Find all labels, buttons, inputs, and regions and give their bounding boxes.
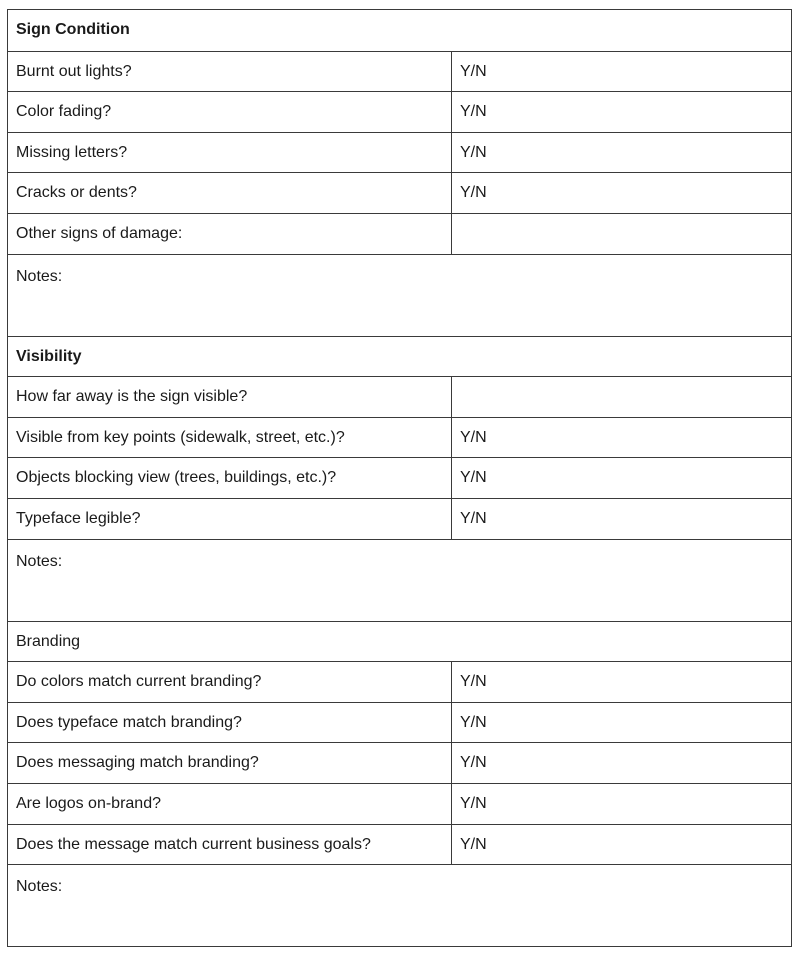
section-title: Sign Condition xyxy=(16,21,130,38)
notes-row xyxy=(8,254,791,336)
notes-row xyxy=(8,539,791,621)
answer-cell[interactable] xyxy=(452,214,791,254)
question-cell: Cracks or dents? xyxy=(8,173,452,213)
table-row xyxy=(8,661,791,702)
answer-cell[interactable]: Y/N xyxy=(460,428,487,446)
answer-cell[interactable]: Y/N xyxy=(460,509,487,527)
question-cell: Does messaging match branding? xyxy=(8,743,452,783)
question-cell: How far away is the sign visible? xyxy=(8,377,452,417)
question-cell: Other signs of damage: xyxy=(8,214,452,254)
question-cell: Missing letters? xyxy=(8,133,452,173)
question-cell: Are logos on-brand? xyxy=(8,784,452,824)
table-row xyxy=(8,702,791,743)
answer-cell[interactable]: Y/N xyxy=(460,62,487,80)
section-header-branding xyxy=(8,621,791,662)
answer-cell[interactable]: Y/N xyxy=(460,835,487,853)
table-row xyxy=(8,824,791,865)
answer-cell[interactable]: Y/N xyxy=(460,103,487,121)
question-cell: Visible from key points (sidewalk, street, etc.)? xyxy=(8,418,452,458)
table-row xyxy=(8,51,791,92)
question-cell: Does the message match current business goals? xyxy=(8,825,452,865)
notes-field[interactable]: Notes: xyxy=(16,552,63,570)
table-row xyxy=(8,91,791,132)
question-cell: Burnt out lights? xyxy=(8,52,452,92)
table-row xyxy=(8,498,791,539)
answer-cell[interactable]: Y/N xyxy=(460,469,487,487)
answer-cell[interactable]: Y/N xyxy=(460,754,487,772)
table-row xyxy=(8,457,791,498)
notes-row xyxy=(8,864,791,946)
question-cell: Do colors match current branding? xyxy=(8,662,452,702)
section-header-visibility xyxy=(8,336,791,377)
question-cell: Typeface legible? xyxy=(8,499,452,539)
answer-cell[interactable]: Y/N xyxy=(460,184,487,202)
answer-cell[interactable]: Y/N xyxy=(460,143,487,161)
section-title: Visibility xyxy=(16,347,82,365)
question-cell: Does typeface match branding? xyxy=(8,703,452,743)
table-row xyxy=(8,172,791,213)
question-cell: Objects blocking view (trees, buildings, etc.)? xyxy=(8,458,452,498)
question-cell: Color fading? xyxy=(8,92,452,132)
section-header-sign-condition xyxy=(8,10,791,51)
answer-cell[interactable]: Y/N xyxy=(460,673,487,691)
answer-cell[interactable]: Y/N xyxy=(460,794,487,812)
section-title: Branding xyxy=(16,632,81,650)
notes-field[interactable]: Notes: xyxy=(16,878,63,896)
table-row xyxy=(8,783,791,824)
notes-field[interactable]: Notes: xyxy=(16,267,63,285)
table-row xyxy=(8,742,791,783)
answer-cell[interactable]: Y/N xyxy=(460,713,487,731)
table-row xyxy=(8,132,791,173)
table-row xyxy=(8,376,791,417)
table-row xyxy=(8,417,791,458)
sign-audit-table xyxy=(7,9,792,947)
answer-cell[interactable] xyxy=(452,377,791,417)
table-row xyxy=(8,213,791,254)
